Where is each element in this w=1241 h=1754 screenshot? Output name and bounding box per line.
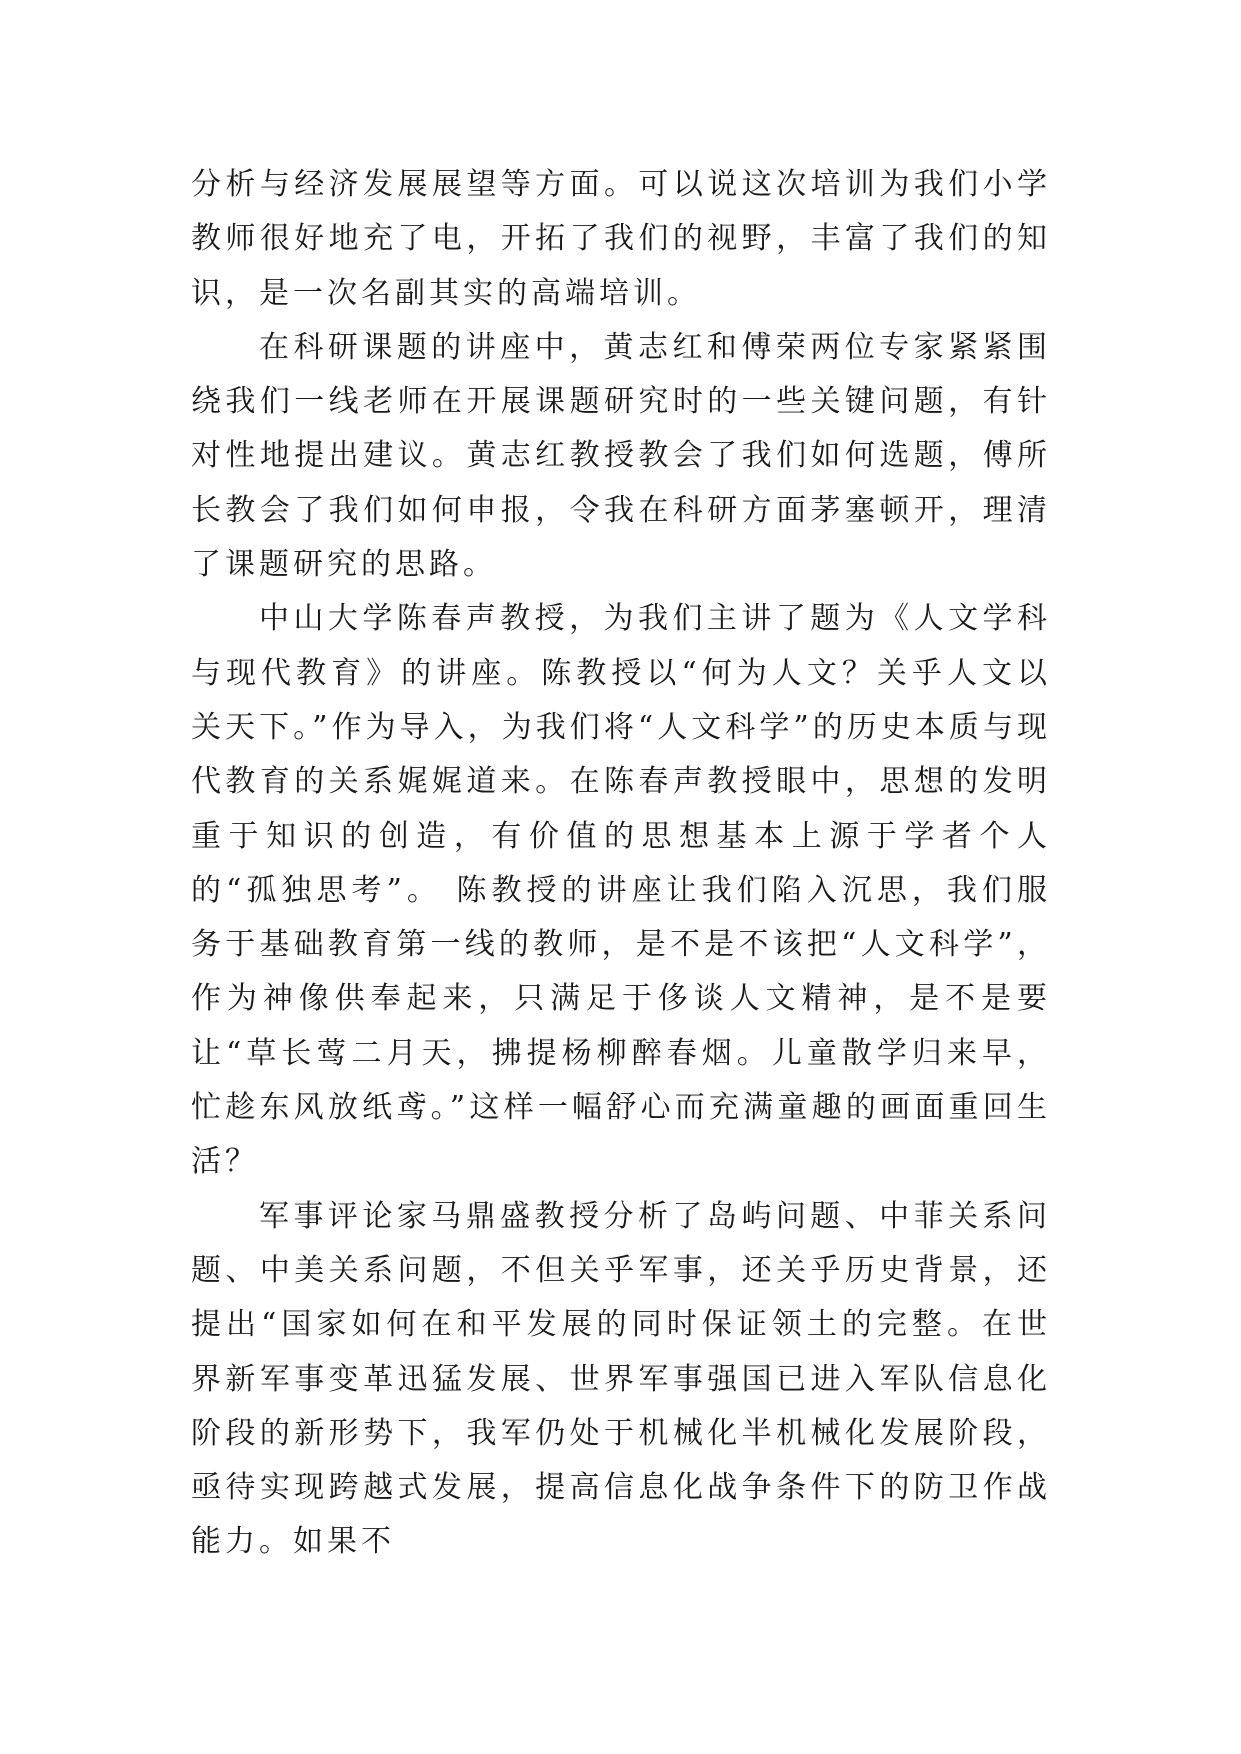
paragraph-2: 在科研课题的讲座中，黄志红和傅荣两位专家紧紧围绕我们一线老师在开展课题研究时的一些关键问题，有针对性地提出建议。黄志红教授教会了我们如何选题，傅所长教会了我们如何申报，令我在科研方面茅塞顿开，理清了课题研究的思路。 — [191, 329, 1051, 583]
paragraph-1: 分析与经济发展展望等方面。可以说这次培训为我们小学教师很好地充了电，开拓了我们的视野，丰富了我们的知识，是一次名副其实的高端培训。 — [191, 167, 1051, 311]
document-body — [191, 158, 1051, 1570]
paragraph-3: 中山大学陈春声教授，为我们主讲了题为《人文学科与现代教育》的讲座。陈教授以“何为人文？关乎人文以关天下。”作为导入，为我们将“人文科学”的历史本质与现代教育的关系娓娓道来。在陈春声教授眼中，思想的发明重于知识的创造，有价值的思想基本上源于学者个人的“孤独思考”。 陈教授的讲座让我们陷入沉思，我们服务于基础教育第一线的教师，是不是不该把“人文科学”，作为神像供奉起来，只满足于侈谈人文精神，是不是要让“草长莺二月天，拂提杨柳醉春烟。儿童散学归来早，忙趁东风放纸鸢。”这样一幅舒心而充满童趣的画面重回生活？ — [191, 601, 1051, 1180]
paragraph-4: 军事评论家马鼎盛教授分析了岛屿问题、中菲关系问题、中美关系问题，不但关乎军事，还关乎历史背景，还提出“国家如何在和平发展的同时保证领土的完整。在世界新军事变革迅猛发展、世界军事强国已进入军队信息化阶段的新形势下，我军仍处于机械化半机械化发展阶段，亟待实现跨越式发展，提高信息化战争条件下的防卫作战能力。如果不 — [191, 1198, 1051, 1560]
